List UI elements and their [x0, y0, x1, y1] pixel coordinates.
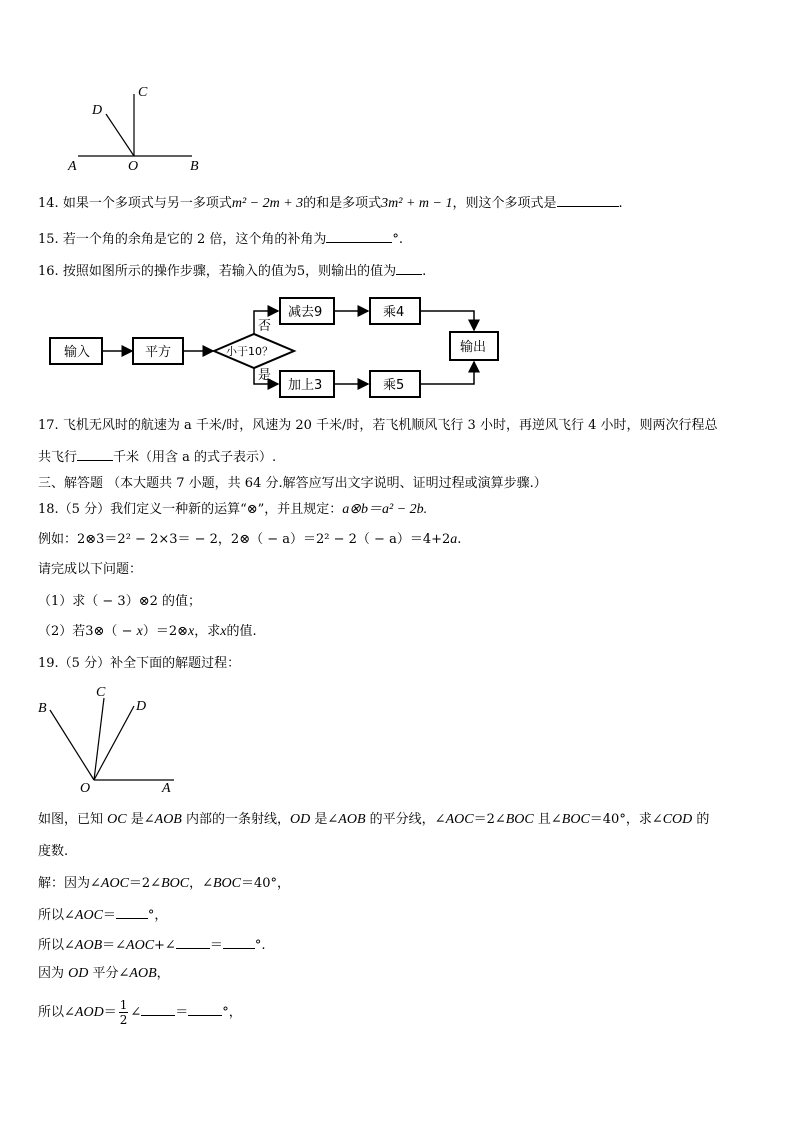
sol2-a: 所以∠ — [38, 908, 75, 923]
q14-text-3: ，则这个多项式是 — [452, 196, 557, 211]
sol2-blank[interactable] — [116, 906, 148, 919]
q17-text-2b: 千米（用含 a 的式子表示）. — [113, 450, 277, 465]
ray-od — [94, 706, 134, 780]
question-16 — [38, 262, 426, 280]
sol3-end: °. — [254, 938, 266, 953]
frac-den: 2 — [119, 1013, 128, 1027]
ray-ob — [50, 710, 94, 780]
solution-line-1 — [38, 876, 290, 892]
flow-output-label: 输出 — [460, 340, 487, 355]
frac-num: 1 — [119, 998, 128, 1012]
sol5-a: 所以∠ — [38, 1005, 75, 1020]
figure-angle-top — [60, 80, 220, 180]
solution-line-3 — [38, 936, 265, 954]
q18-head: 18.（5 分）我们定义一种新的运算“⊗”，并且规定： — [38, 502, 343, 517]
sol5-aod: AOD — [74, 1005, 104, 1020]
sol5-b: ＝ — [103, 1005, 117, 1020]
q14-text-2: 的和是多项式 — [303, 196, 382, 211]
q19-s-c: 内部的一条射线， — [186, 812, 291, 827]
sol4-od: OD — [68, 966, 89, 981]
flow-yes-label: 是 — [258, 368, 272, 383]
q16-period: . — [422, 264, 427, 279]
label-c: C — [138, 85, 148, 100]
sol3-d: ＝ — [209, 938, 223, 953]
solution-line-2 — [38, 906, 167, 924]
sol2-aoc: AOC — [74, 908, 103, 923]
q18-example-text: 例如：2⊗3＝2² − 2×3＝ − 2，2⊗（ − a）＝2² − 2（ − a）＝4+2 — [38, 532, 451, 547]
label-a: A — [68, 159, 77, 174]
q17-text-1: 飞机无风时的航速为 a 千米/时，风速为 20 千米/时，若飞机顺风飞行 3 小时，再逆风飞行 4 小时，则两次行程总 — [62, 418, 718, 433]
question-18 — [38, 502, 427, 518]
q14-poly-2: 3m² + m − 1 — [381, 196, 453, 211]
fraction-one-half — [119, 998, 129, 1027]
sol2-end: °， — [147, 908, 168, 923]
question-15 — [38, 230, 403, 248]
q19-s-boc: BOC — [505, 812, 534, 827]
q19-s-aob: AOB — [154, 812, 182, 827]
sol1-a: 解：因为∠ — [38, 876, 101, 891]
flow-square-label: 平方 — [145, 345, 172, 360]
q18-p2-x: x — [136, 624, 143, 639]
q19-s-aob2: AOB — [338, 812, 366, 827]
q15-text: 若一个角的余角是它的 2 倍，这个角的补角为 — [62, 232, 327, 247]
label-d: D — [136, 699, 147, 714]
sol5-blank-1[interactable] — [141, 1003, 175, 1016]
q19-s-od: OD — [290, 812, 311, 827]
sol4-b: 平分∠ — [88, 966, 130, 981]
q18-p2-b: ）＝2⊗ — [142, 624, 188, 639]
flow-condition-label: 小于10？ — [226, 345, 273, 358]
q17-answer-blank[interactable] — [77, 448, 113, 461]
sol3-c: +∠ — [154, 938, 176, 953]
q19-s-b: 是∠ — [130, 812, 155, 827]
label-b: B — [38, 701, 47, 716]
q19-s-boc2: BOC — [561, 812, 590, 827]
sol2-b: ＝ — [102, 908, 116, 923]
sol1-b: ＝2∠ — [128, 876, 162, 891]
q16-number: 16. — [38, 264, 59, 279]
q18-p2-a: （2）若3⊗（ − — [38, 624, 137, 639]
question-17 — [38, 418, 717, 434]
sol3-aoc: AOC — [126, 938, 155, 953]
q19-s-g: 且∠ — [537, 812, 562, 827]
q14-period: . — [618, 196, 623, 211]
q18-rule: a⊗b＝a² − 2b. — [342, 502, 428, 517]
sol5-blank-2[interactable] — [188, 1003, 222, 1016]
sol5-c: ∠ — [130, 1005, 142, 1020]
q19-s-h: ＝40°，求∠ — [589, 812, 663, 827]
sol5-d: ＝ — [175, 1005, 189, 1020]
label-o: O — [80, 781, 91, 796]
label-a: A — [162, 781, 171, 796]
flowchart — [40, 286, 520, 406]
q19-s-aoc: AOC — [445, 812, 474, 827]
sol1-c: ，∠ — [189, 876, 213, 891]
sol3-aob: AOB — [74, 938, 103, 953]
question-14 — [38, 194, 623, 212]
section-3-heading: 三、解答题 （本大题共 7 小题，共 64 分.解答应写出文字说明、证明过程或演算步骤.） — [38, 476, 547, 491]
q18-example-var: a — [450, 532, 458, 547]
ray-od — [106, 114, 134, 156]
q18-p2-x2: x — [187, 624, 195, 639]
q15-unit: °. — [392, 232, 404, 247]
sol3-b: ＝∠ — [102, 938, 127, 953]
q18-p2-c: ，求 — [194, 624, 221, 639]
solution-line-5 — [38, 998, 242, 1028]
question-17-line2 — [38, 448, 276, 466]
sol3-a: 所以∠ — [38, 938, 75, 953]
q16-answer-blank[interactable] — [396, 262, 422, 275]
q15-number: 15. — [38, 232, 59, 247]
q18-p2-d: 的值. — [226, 624, 257, 639]
question-19: 19.（5 分）补全下面的解题过程： — [38, 656, 241, 671]
sol5-end: °， — [222, 1005, 242, 1020]
figure-angle-19 — [34, 680, 194, 800]
label-o: O — [128, 159, 139, 174]
sol4-aob: AOB — [129, 966, 157, 981]
sol1-aoc: AOC — [100, 876, 129, 891]
q19-s-e: 的平分线，∠ — [369, 812, 446, 827]
sol1-d: ＝40°， — [240, 876, 291, 891]
sol1-boc: BOC — [161, 876, 190, 891]
label-b: B — [190, 159, 199, 174]
sol4-a: 因为 — [38, 966, 69, 981]
sol3-blank-2[interactable] — [223, 936, 255, 949]
flow-minus9-label: 减去9 — [288, 305, 323, 320]
q14-number: 14. — [38, 196, 59, 211]
flow-no-label: 否 — [258, 319, 272, 334]
sol4-c: ， — [156, 966, 170, 981]
flow-times5-label: 乘5 — [383, 378, 405, 393]
q19-s-oc: OC — [107, 812, 127, 827]
q19-s-cod: COD — [662, 812, 693, 827]
q19-statement-line2: 度数. — [38, 844, 69, 859]
q16-text: 按照如图所示的操作步骤，若输入的值为5，则输出的值为 — [62, 264, 397, 279]
flow-plus3-label: 加上3 — [288, 378, 323, 393]
label-c: C — [96, 685, 106, 700]
flow-times4-label: 乘4 — [383, 305, 405, 320]
q19-s-f: ＝2∠ — [473, 812, 506, 827]
solution-line-4 — [38, 966, 170, 982]
q15-answer-blank[interactable] — [326, 230, 392, 243]
sol3-blank-1[interactable] — [176, 936, 210, 949]
q19-s-d: 是∠ — [314, 812, 339, 827]
q19-s-i: 的 — [696, 812, 710, 827]
q18-intro: 请完成以下问题： — [38, 562, 143, 577]
sol1-boc2: BOC — [212, 876, 241, 891]
q14-text-1: 如果一个多项式与另一多项式 — [62, 196, 232, 211]
q19-statement — [38, 812, 709, 828]
q18-example-end: . — [457, 532, 462, 547]
q19-s-a: 如图，已知 — [38, 812, 108, 827]
q18-example — [38, 532, 461, 548]
q18-part-2 — [38, 624, 257, 640]
q18-p2-x3: x — [220, 624, 227, 639]
q18-part-1: （1）求（ − 3）⊗2 的值； — [38, 594, 201, 609]
ray-oc — [94, 698, 104, 780]
q17-text-2a: 共飞行 — [38, 450, 78, 465]
q14-poly-1: m² − 2m + 3 — [231, 196, 304, 211]
q17-number: 17. — [38, 418, 59, 433]
q14-answer-blank[interactable] — [557, 194, 619, 207]
label-d: D — [92, 103, 103, 118]
flow-input-label: 输入 — [64, 345, 91, 360]
